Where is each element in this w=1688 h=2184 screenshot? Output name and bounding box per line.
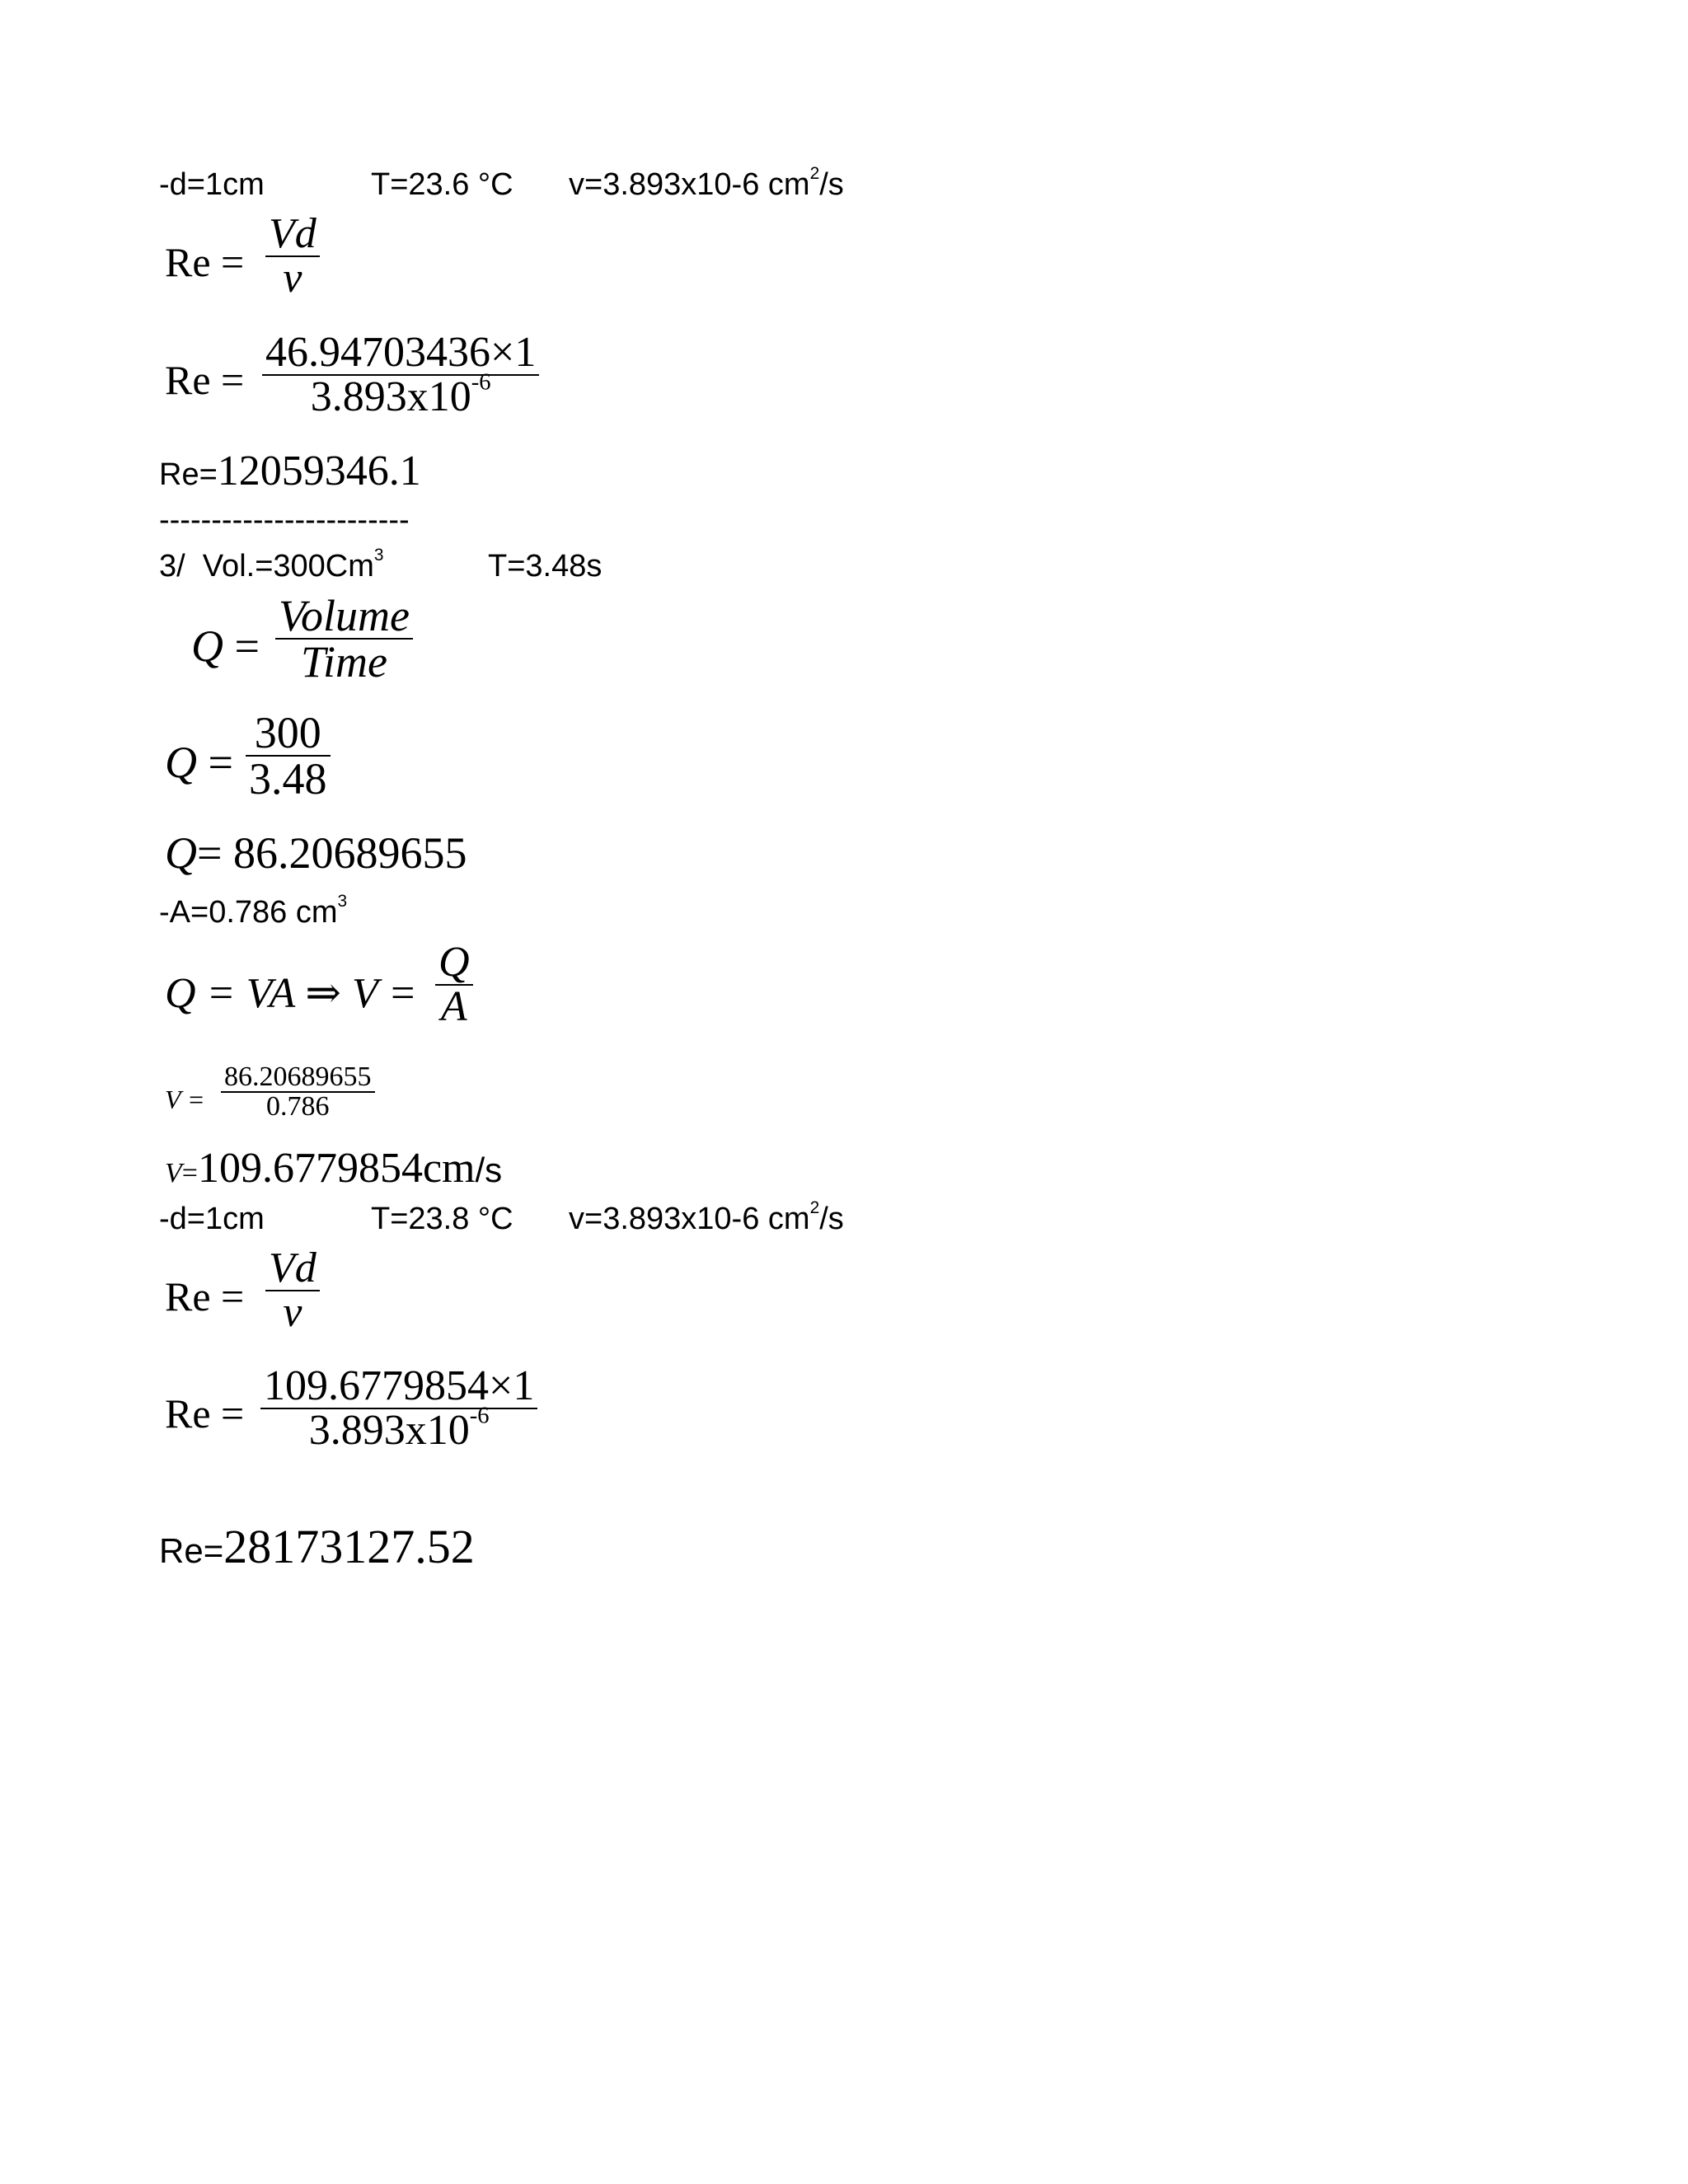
fraction-denominator: $3.893x10^{-6}$ [310,369,491,420]
fraction-denominator: 0.786 [266,1091,330,1122]
q-formula-lhs: Q = [191,621,260,671]
re-substitution-lhs-2: Re = [165,1390,245,1436]
temperature-value-2: T=23.8 °C [371,1202,513,1236]
d-value: -d=1cm [159,167,265,202]
fraction-numerator: 109.6779854×1 [264,1362,535,1409]
fraction-numerator: Q [438,939,470,986]
fraction-denominator: ν [283,1289,302,1336]
fraction-numerator: Volume [279,591,410,640]
velocity-substitution-lhs: V = [165,1085,205,1114]
re-result-2: Re=28173127.52 [159,1520,475,1573]
d-value-2: -d=1cm [159,1202,265,1236]
re-formula-lhs: Re = [165,239,245,285]
re-formula-fraction [265,210,320,302]
velocity-formula-fraction [435,941,473,1029]
q-substitution-fraction [246,708,331,804]
area-value: -A=0.786 $cm^3$ [159,892,348,930]
velocity-result: V=109.6779854cm/s [165,1145,503,1192]
fraction-numerator: Vd [269,1244,316,1291]
q-formula-fraction [275,591,413,687]
fraction-denominator: ν [283,255,302,302]
velocity-substitution-fraction [221,1063,375,1121]
re-formula-fraction-2 [265,1244,320,1336]
volume-value: 3/ $Vol.=300Cm^3$ [159,546,384,583]
viscosity-value-2: v=3.893x10-6 $cm^2/s$ [569,1198,844,1236]
re-substitution-lhs: Re = [165,357,245,403]
fraction-numerator: 300 [254,708,321,757]
re-result: Re=12059346.1 [159,448,421,494]
q-result: Q= 86.20689655 [165,828,467,878]
velocity-formula-lhs: Q = VA ⇒ V = [165,970,417,1017]
fraction-numerator: Vd [269,210,316,257]
divider: ------------------------ [159,503,410,537]
fraction-denominator: Time [300,637,387,687]
time-value: T=3.48s [488,549,603,583]
fraction-numerator: 46.94703436×1 [265,329,537,376]
fraction-denominator: 3.48 [249,754,327,804]
q-substitution-lhs: Q = [165,738,233,787]
re-formula-lhs-2: Re = [165,1273,245,1319]
fraction-denominator: A [440,983,467,1030]
temperature-value: T=23.6 °C [371,167,513,202]
re-substitution-fraction [262,331,539,419]
viscosity-value: v=3.893x10-6 $cm^2/s$ [569,164,844,202]
fraction-numerator: 86.20689655 [224,1062,372,1092]
fraction-denominator: $3.893x10^{-6}$ [308,1403,490,1454]
re-substitution-fraction-2 [260,1362,537,1454]
